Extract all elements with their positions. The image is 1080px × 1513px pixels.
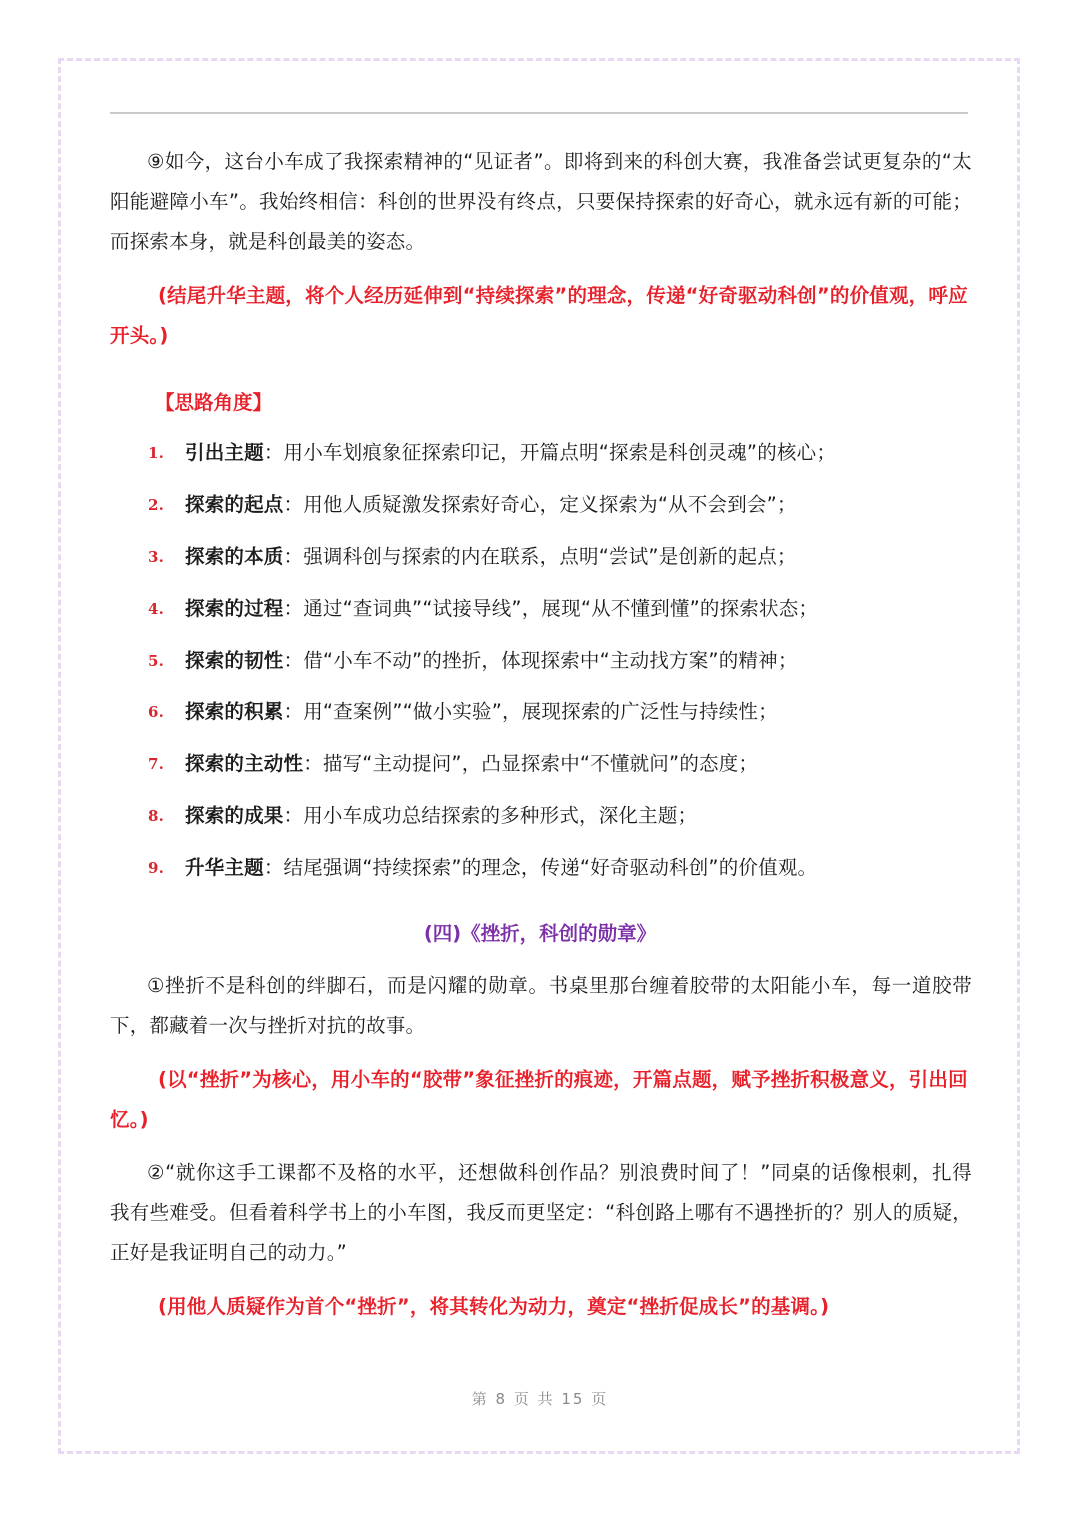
list-text: ：强调科创与探索的内在联系，点明“尝试”是创新的起点； (283, 545, 797, 568)
list-text: ：用小车成功总结探索的多种形式，深化主题； (283, 804, 698, 827)
list-keyword: 探索的过程 (185, 597, 284, 620)
essay-title: (四)《挫折，科创的勋章》 (423, 922, 657, 945)
page-number: 第 8 页 共 15 页 (471, 1390, 609, 1408)
section-title: 【思路角度】 (155, 391, 273, 414)
list-number: 2. (148, 496, 165, 514)
list-item (110, 796, 972, 836)
list-keyword: 升华主题 (185, 856, 264, 879)
list-keyword: 引出主题 (185, 441, 264, 464)
essay-paragraph-1: ①挫折不是科创的绊脚石，而是闪耀的勋章。书桌里那台缠着胶带的太阳能小车，每一道胶带下，都藏着一次与挫折对抗的故事。 (110, 974, 972, 1037)
list-text: ：借“小车不动”的挫折，体现探索中“主动找方案”的精神； (283, 649, 798, 672)
list-keyword: 探索的主动性 (185, 752, 304, 775)
list-number: 4. (148, 600, 165, 618)
list-keyword: 探索的积累 (185, 700, 284, 723)
list-text: ：描写“主动提问”，凸显探索中“不懂就问”的态度； (303, 752, 759, 775)
list-item (110, 641, 972, 681)
list-keyword: 探索的成果 (185, 804, 284, 827)
list-number: 7. (148, 755, 165, 773)
list-number: 1. (148, 444, 165, 462)
essay-paragraph-2: ②“就你这手工课都不及格的水平，还想做科创作品？别浪费时间了！”同桌的话像根刺，扎得我有些难受。但看着科学书上的小车图，我反而更坚定：“科创路上哪有不遇挫折的？别人的质疑，正好是我证明自己的动力。” (110, 1161, 972, 1264)
list-item (110, 485, 972, 525)
paragraph-9: ⑨如今，这台小车成了我探索精神的“见证者”。即将到来的科创大赛，我准备尝试更复杂的“太阳能避障小车”。我始终相信：科创的世界没有终点，只要保持探索的好奇心，就永远有新的可能；而探索本身，就是科创最美的姿态。 (110, 150, 972, 253)
list-keyword: 探索的韧性 (185, 649, 284, 672)
list-keyword: 探索的本质 (185, 545, 284, 568)
header-rule (110, 112, 968, 114)
list-keyword: 探索的起点 (185, 493, 284, 516)
essay-annotation-2: (用他人质疑作为首个“挫折”，将其转化为动力，奠定“挫折促成长”的基调。) (158, 1295, 830, 1318)
annotation-9: (结尾升华主题，将个人经历延伸到“持续探索”的理念，传递“好奇驱动科创”的价值观，呼应开头。) (110, 284, 968, 347)
list-number: 5. (148, 652, 165, 670)
list-item (110, 692, 972, 732)
list-text: ：结尾强调“持续探索”的理念，传递“好奇驱动科创”的价值观。 (263, 856, 818, 879)
list-text: ：用“查案例”“做小实验”，展现探索的广泛性与持续性； (283, 700, 778, 723)
list-text: ：用小车划痕象征探索印记，开篇点明“探索是科创灵魂”的核心； (263, 441, 837, 464)
list-item (110, 537, 972, 577)
list-number: 3. (148, 548, 165, 566)
list-text: ：用他人质疑激发探索好奇心，定义探索为“从不会到会”； (283, 493, 797, 516)
list-number: 8. (148, 807, 165, 825)
list-item (110, 848, 972, 888)
list-item (110, 589, 972, 629)
list-number: 6. (148, 703, 165, 721)
list-item (110, 744, 972, 784)
list-text: ：通过“查词典”“试接导线”，展现“从不懂到懂”的探索状态； (283, 597, 819, 620)
list-number: 9. (148, 859, 165, 877)
list-item (110, 433, 972, 473)
essay-annotation-1: (以“挫折”为核心，用小车的“胶带”象征挫折的痕迹，开篇点题，赋予挫折积极意义，引出回忆。) (110, 1068, 968, 1131)
